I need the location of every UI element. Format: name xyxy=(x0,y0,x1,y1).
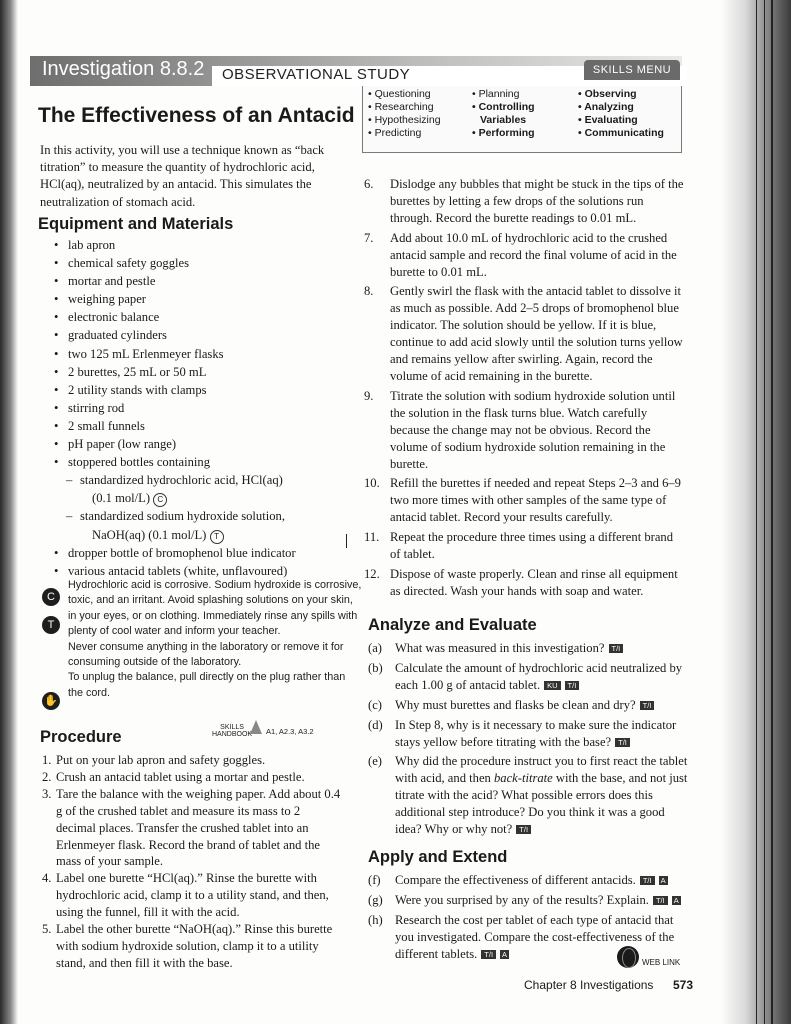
skill-item: • Communicating xyxy=(578,127,664,139)
list-item: • two 125 mL Erlenmeyer flasks xyxy=(52,345,342,363)
safety-line: plenty of cool water and inform your teacher. xyxy=(68,625,281,638)
safety-line: toxic, and an irritant. Avoid splashing solutions on your skin, xyxy=(68,594,353,607)
safety-line: Never consume anything in the laboratory or remove it for xyxy=(68,640,344,653)
list-item: • dropper bottle of bromophenol blue indicator xyxy=(52,544,342,562)
analyze-heading: Analyze and Evaluate xyxy=(368,616,537,634)
skill-item: • Hypothesizing xyxy=(368,114,441,126)
sub-list-item: – standardized hydrochloric acid, HCl(aq) xyxy=(52,471,342,489)
question-item: (g) Were you surprised by any of the results? Explain. T/I A xyxy=(368,892,679,907)
corrosive-icon: C xyxy=(153,493,167,507)
analyze-questions xyxy=(368,640,688,838)
corrosive-warning-icon: C xyxy=(42,588,60,606)
question-item: (b) Calculate the amount of hydrochloric acid neutralized by each 1.00 g of antacid tablet. KU T/I xyxy=(368,660,683,692)
skill-item: • Researching xyxy=(368,101,434,113)
equipment-list xyxy=(52,236,342,580)
procedure-step: 5. Label the other burette “NaOH(aq).” Rinse this burette with sodium hydroxide solution, clamp it to a utility stand, and then fill it with the base. xyxy=(42,922,333,970)
skills-column-2 xyxy=(472,88,535,140)
thinking-badge: T/I xyxy=(565,681,580,690)
application-badge: A xyxy=(673,895,679,905)
question-item: (c) Why must burettes and flasks be clean and dry? T/I xyxy=(368,697,688,714)
skills-handbook-label xyxy=(212,724,252,738)
application-badge: A xyxy=(502,949,508,959)
skills-menu-tab: SKILLS MENU xyxy=(584,60,680,80)
list-item: • graduated cylinders xyxy=(52,326,342,344)
equipment-heading: Equipment and Materials xyxy=(38,215,234,233)
list-item: • 2 small funnels xyxy=(52,417,342,435)
skills-column-3 xyxy=(578,88,664,140)
skill-item: • Analyzing xyxy=(578,101,634,113)
knowledge-badge: KU xyxy=(544,681,560,690)
skill-item: • Questioning xyxy=(368,88,431,100)
chapter-footer: Chapter 8 Investigations xyxy=(524,978,654,992)
procedure-step: 6. Dislodge any bubbles that might be stuck in the tips of the burettes by letting a few drops of the solutions run through. Record the burette readings to 0.01 mL. xyxy=(364,177,684,225)
skills-handbook-line: SKILLS xyxy=(220,724,244,731)
safety-line: To unplug the balance, pull directly on the plug rather than xyxy=(68,671,346,684)
handbook-icon xyxy=(250,720,262,734)
skill-item: • Controlling xyxy=(472,101,535,113)
thinking-badge: T/I xyxy=(516,825,531,834)
globe-icon[interactable] xyxy=(617,946,639,968)
thinking-badge: T/I xyxy=(615,738,630,747)
safety-line: in your eyes, or on clothing. Immediately rinse any spills with xyxy=(68,609,358,622)
list-item: • lab apron xyxy=(52,236,342,254)
study-type: OBSERVATIONAL STUDY xyxy=(222,66,411,83)
application-badge: A xyxy=(660,876,666,885)
thinking-badge: T/I xyxy=(640,701,655,710)
procedure-step: 9. Titrate the solution with sodium hydroxide solution until the solution in the flask turns blue. Watch carefully because the change may not be obvious. Record the volume of sodium hydroxide solution remaining in the burette. xyxy=(364,388,676,471)
list-item: • various antacid tablets (white, unflavoured) xyxy=(52,562,342,580)
list-item: • 2 utility stands with clamps xyxy=(52,381,342,399)
apply-questions xyxy=(368,872,688,963)
skills-handbook-line: HANDBOOK xyxy=(212,731,253,738)
skill-item: • Planning xyxy=(472,88,520,100)
web-link[interactable]: WEB LINK xyxy=(642,958,681,967)
sub-list-item-cont: (0.1 mol/L) C xyxy=(52,489,342,507)
list-item: • mortar and pestle xyxy=(52,272,342,290)
apply-heading: Apply and Extend xyxy=(368,848,508,866)
procedure-step: 4. Label one burette “HCl(aq).” Rinse the burette with hydrochloric acid, clamp it to a utility stand, and then, using the funnel, fill it with the acid. xyxy=(42,871,329,920)
skill-item: Variables xyxy=(480,114,527,126)
procedure-step: 2. Crush an antacid tablet using a mortar and pestle. xyxy=(42,769,305,784)
page-edge-line xyxy=(756,0,757,1024)
list-item: • 2 burettes, 25 mL or 50 mL xyxy=(52,363,342,381)
hand-warning-icon: ✋ xyxy=(42,692,60,710)
toxic-warning-icon: T xyxy=(42,616,60,634)
procedure-steps-left xyxy=(42,752,342,972)
safety-notice xyxy=(68,578,362,701)
thinking-badge: T/I xyxy=(609,644,624,653)
text-cursor xyxy=(346,534,347,548)
thinking-badge: T/I xyxy=(481,950,496,959)
page-number: 573 xyxy=(673,978,694,992)
list-item: • weighing paper xyxy=(52,290,342,308)
procedure-step: 12. Dispose of waste properly. Clean and rinse all equipment as directed. Wash your hands with soap and water. xyxy=(364,566,678,598)
procedure-step: 8. Gently swirl the flask with the antacid tablet to dissolve it as much as possible. Add 2–5 drops of bromophenol blue indicator. The solution should be yellow. If it is blue, continue to add acid slowly until the solution turns yellow and remains yellow after swirling. Again, record the volume of acid remaining in the burette. xyxy=(364,284,683,383)
skill-item: • Evaluating xyxy=(578,114,638,126)
question-item: (e) Why did the procedure instruct you to first react the tablet with acid, and then back-titrate with the base, and not just titrate with the acid? What possible errors does this additional step introduce? Do you think it was a good idea? Why or why not? T/I xyxy=(368,754,688,837)
handbook-refs: A1, A2.3, A3.2 xyxy=(266,727,314,736)
sub-list-item-cont: NaOH(aq) (0.1 mol/L) T xyxy=(52,526,342,544)
thinking-badge: T/I xyxy=(653,896,668,905)
binding-shadow-left xyxy=(0,0,18,1024)
procedure-step: 7. Add about 10.0 mL of hydrochloric acid to the crushed antacid sample and record the final volume of acid in the burette to 0.01 mL. xyxy=(364,230,677,279)
safety-line: Hydrochloric acid is corrosive. Sodium hydroxide is corrosive, xyxy=(68,579,362,591)
procedure-heading: Procedure xyxy=(40,728,122,746)
page-edge-line xyxy=(771,0,773,1024)
intro-paragraph xyxy=(40,142,330,211)
investigation-number: Investigation 8.8.2 xyxy=(42,58,205,80)
skill-item: • Predicting xyxy=(368,127,422,139)
procedure-step: 1. Put on your lab apron and safety goggles. xyxy=(42,753,266,767)
thinking-badge: T/I xyxy=(640,876,655,885)
list-item: • stoppered bottles containing xyxy=(52,453,342,471)
toxic-icon: T xyxy=(210,530,224,544)
procedure-step: 3. Tare the balance with the weighing paper. Add about 0.4 g of the crushed tablet and measure its mass to 2 decimal places. Transfer the crushed tablet into an Erlenmeyer flask. Record the brand of tablet and the mass of your sample. xyxy=(42,786,341,869)
procedure-step: 10. Refill the burettes if needed and repeat Steps 2–3 and 6–9 two more times with other samples of the same type of antacid tablet. Record your results carefully. xyxy=(364,476,681,525)
safety-line: the cord. xyxy=(68,686,111,699)
safety-line: consuming outside of the laboratory. xyxy=(68,656,242,669)
page-edge-line xyxy=(764,0,765,1024)
procedure-steps-right xyxy=(364,176,684,600)
list-item: • chemical safety goggles xyxy=(52,254,342,272)
sub-list-item: – standardized sodium hydroxide solution, xyxy=(52,507,342,525)
skill-item: • Observing xyxy=(578,88,637,100)
list-item: • electronic balance xyxy=(52,308,342,326)
question-item: (a) What was measured in this investigation? T/I xyxy=(368,640,688,657)
emphasis-term: back-titrate xyxy=(493,771,553,786)
binding-shadow-right xyxy=(721,0,791,1024)
skill-item: • Performing xyxy=(472,127,535,139)
procedure-step: 11. Repeat the procedure three times using a different brand of tablet. xyxy=(364,530,674,562)
question-item: (f) Compare the effectiveness of different antacids. T/I A xyxy=(368,873,666,887)
page-title: The Effectiveness of an Antacid xyxy=(38,104,355,127)
intro-text: In this activity, you will use a technique known as “back titration” to measure the quantity of hydrochloric acid, HCl(aq), neutralized by an antacid. This simulates the neutralization of stomach acid. xyxy=(40,143,325,209)
question-item: (h) Research the cost per tablet of each type of antacid that you investigated. Compare the cost-effectiveness of the different tablets. T/I A xyxy=(368,912,675,961)
question-item: (d) In Step 8, why is it necessary to make sure the indicator stays yellow before titrating with the base? T/I xyxy=(368,717,677,749)
list-item: • pH paper (low range) xyxy=(52,435,342,453)
skills-column-1 xyxy=(368,88,441,140)
list-item: • stirring rod xyxy=(52,399,342,417)
